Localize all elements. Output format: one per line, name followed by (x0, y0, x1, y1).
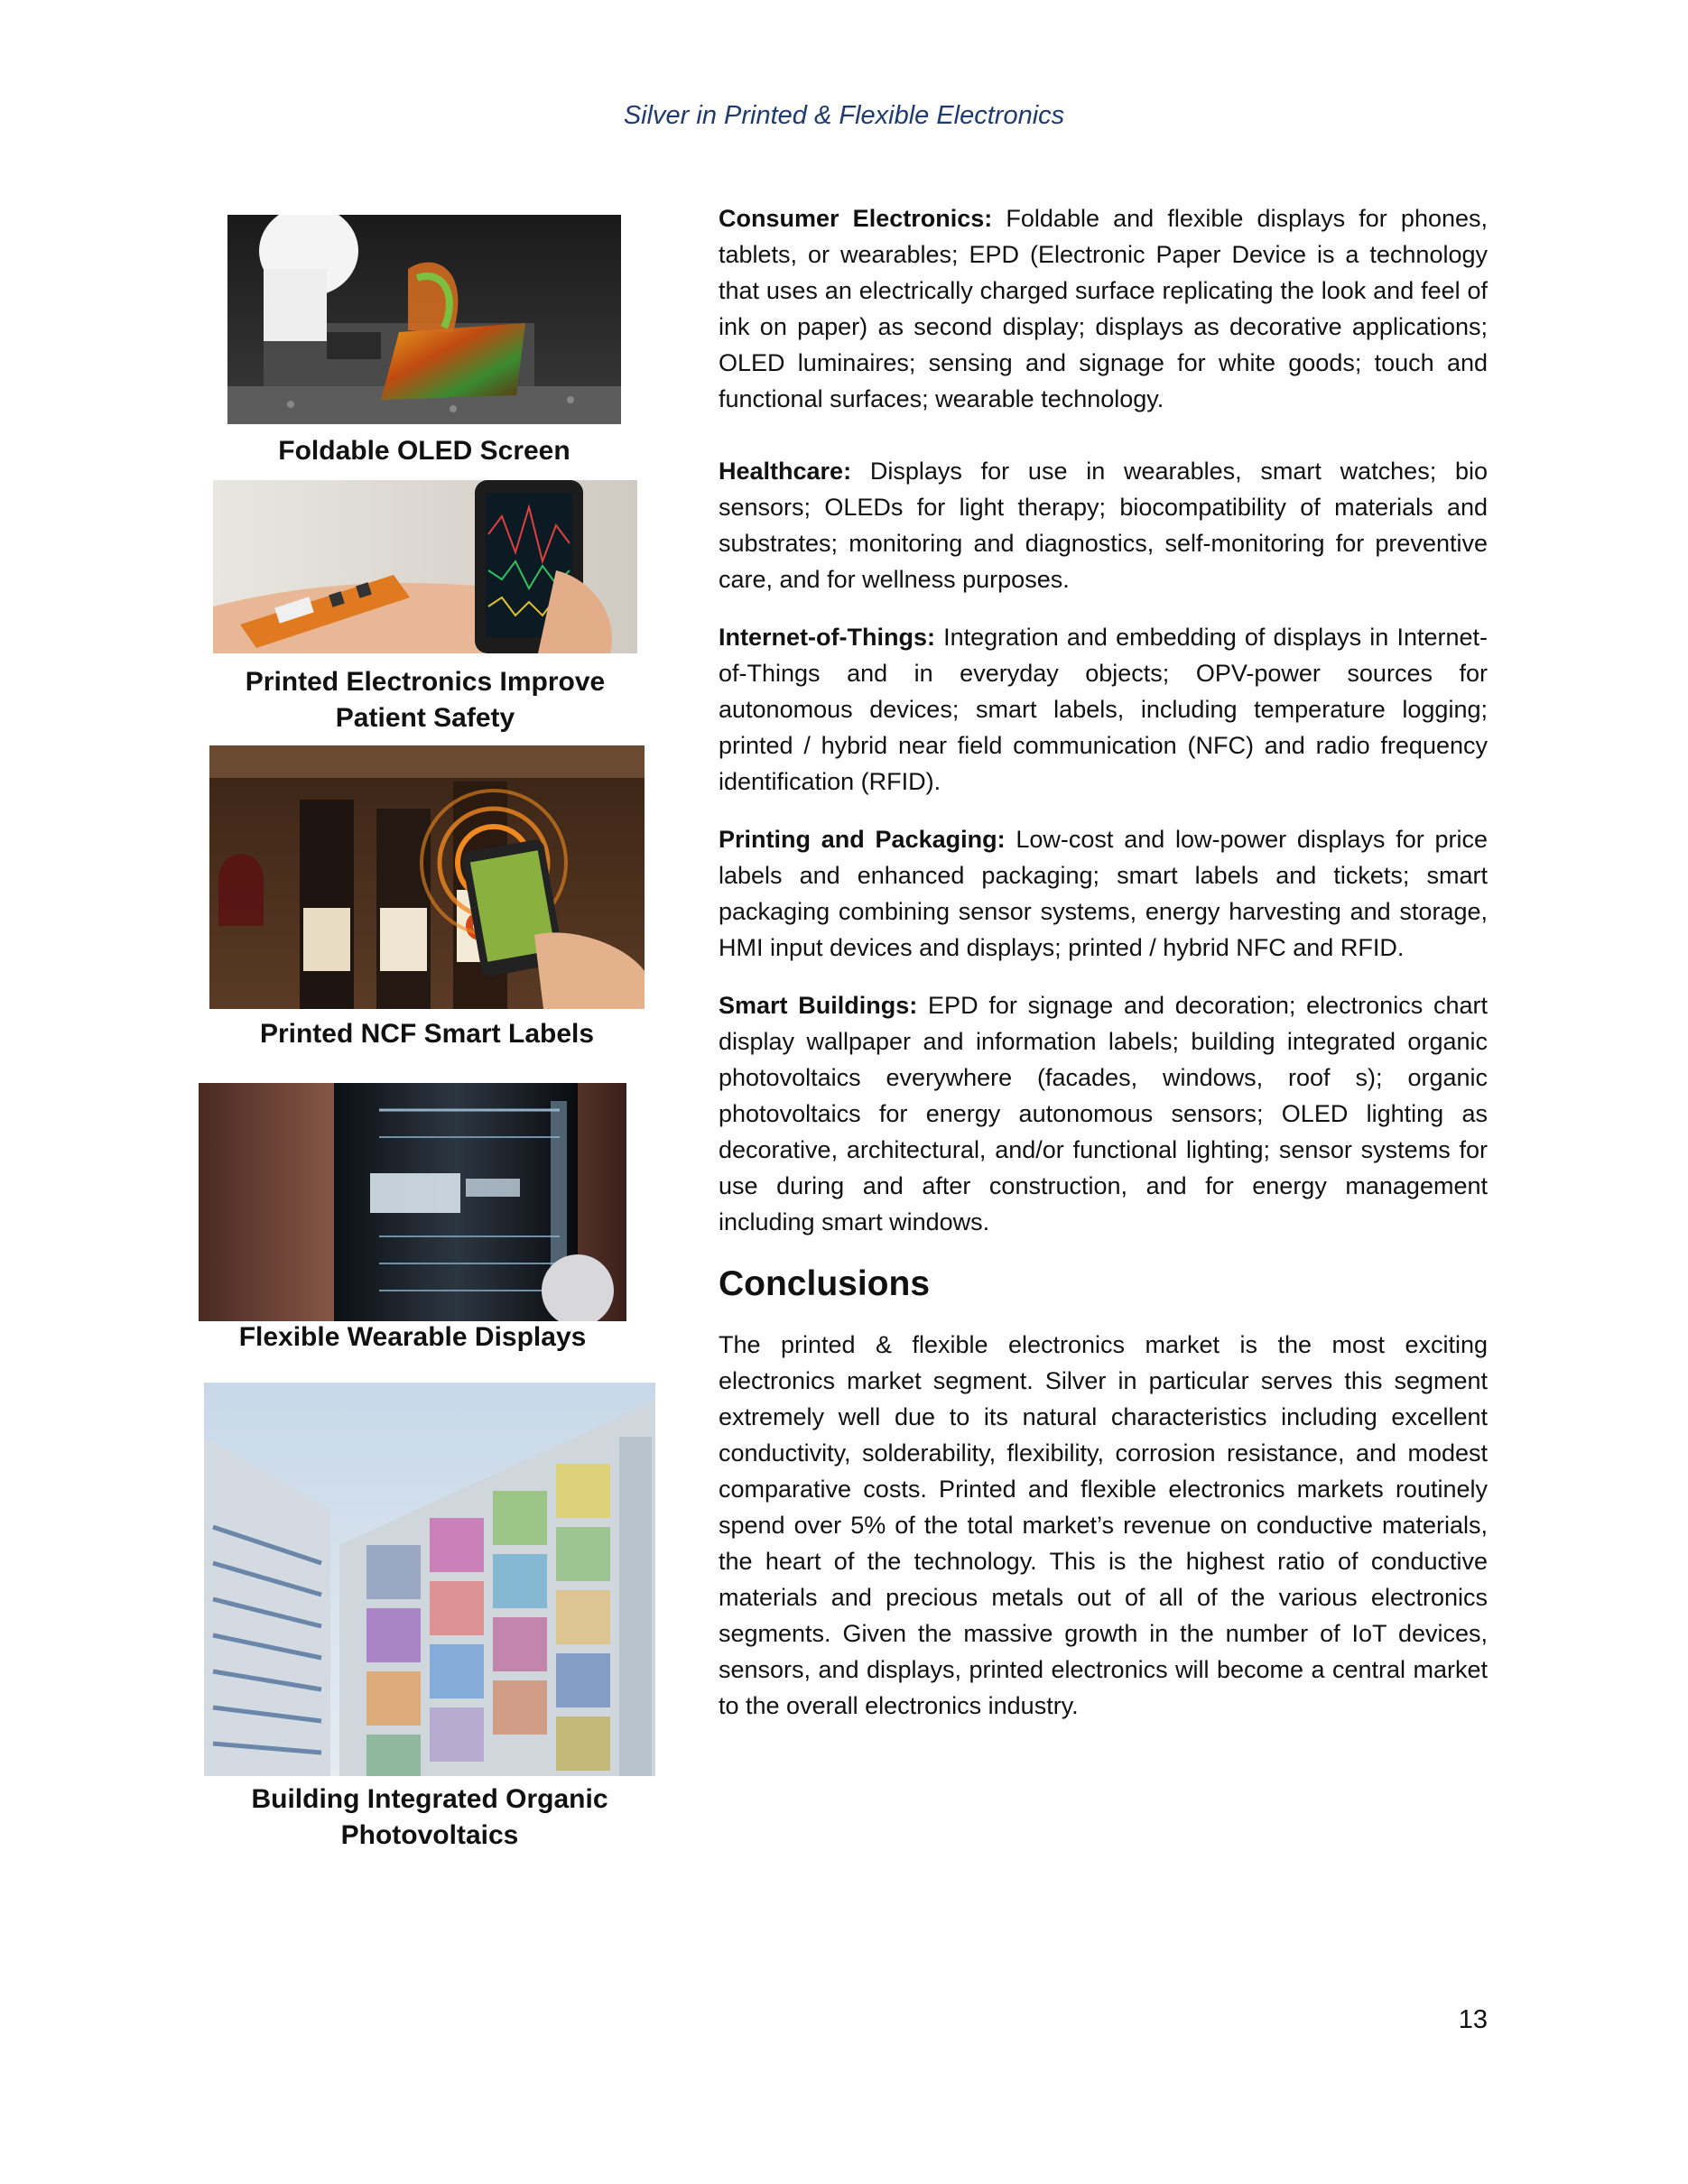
figure-caption: Printed Electronics Improve Patient Safety (245, 667, 606, 733)
section-term: Printing and Packaging: (719, 826, 1006, 853)
figure-wearable-displays (199, 1083, 626, 1352)
section-text: Integration and embedding of displays in Internet-of-Things and in everyday objects; OPV-power sources for autonomous devices; smart labels, including temperature logging; printed / hybrid near field communication (NFC) and radio frequency identification (RFID). (719, 624, 1488, 795)
section-consumer-electronics (719, 200, 1488, 417)
wearable-display-photo (199, 1083, 626, 1321)
section-smart-buildings (719, 987, 1488, 1240)
section-internet-of-things (719, 619, 1488, 800)
running-header: Silver in Printed & Flexible Electronics (623, 101, 1065, 130)
figure-caption: Foldable OLED Screen (278, 436, 570, 466)
page-number: 13 (1458, 2005, 1488, 2034)
foldable-oled-screen-photo (227, 215, 621, 424)
figure-caption: Building Integrated Organic Photovoltaics (251, 1784, 608, 1850)
figure-caption: Flexible Wearable Displays (238, 1322, 587, 1352)
section-text: Low-cost and low-power displays for price labels and enhanced packaging; smart labels and tickets; smart packaging combining sensor systems, energy harvesting and storage, HMI input devices and displays; printed / hybrid NFC and RFID. (719, 826, 1489, 961)
section-term: Internet-of-Things: (719, 624, 935, 651)
conclusions-text: The printed & flexible electronics market is the most exciting electronics market segment. Silver in particular serves this segment extremely well due to its natural characteristics including excellent conductivity, solderability, flexibility, corrosion resistance, and modest comparative costs. Printed and flexible electronics markets routinely spend over 5% of the total market’s revenue on conductive materials, the heart of the technology. This is the highest ratio of conductive materials and precious metals out of all of the various electronics segments. Given the massive growth in the number of IoT devices, sensors, and displays, printed electronics will become a central market to the overall electronics industry. (719, 1331, 1488, 1719)
section-term: Consumer Electronics: (719, 205, 993, 232)
figure-patient-safety (213, 480, 637, 733)
figure-smart-labels (209, 745, 645, 1049)
building-photovoltaics-photo (204, 1383, 655, 1776)
figure-caption: Printed NCF Smart Labels (259, 1019, 595, 1049)
section-term: Healthcare: (719, 458, 852, 485)
section-term: Smart Buildings: (719, 992, 918, 1019)
figure-foldable-oled (227, 215, 621, 466)
section-text: Displays for use in wearables, smart watches; bio sensors; OLEDs for light therapy; biocompatibility of materials and substrates; monitoring and diagnostics, self-monitoring for preventive care, and for wellness purposes. (719, 458, 1488, 593)
section-healthcare (719, 453, 1488, 597)
section-text: Foldable and flexible displays for phones, tablets, or wearables; EPD (Electronic Paper Device is a technology that uses an electrically charged surface replicating the look and feel of ink on paper) as second display; displays as decorative applications; OLED luminaires; sensing and signage for white goods; touch and functional surfaces; wearable technology. (719, 205, 1489, 412)
printed-electronics-patch-photo (213, 480, 637, 653)
smart-label-wine-photo (209, 745, 645, 1009)
main-text-column (719, 200, 1488, 1745)
figure-building-pv (204, 1383, 655, 1850)
section-printing-packaging (719, 821, 1488, 966)
section-text: EPD for signage and decoration; electronics chart display wallpaper and information labels; building integrated organic photovoltaics everywhere (facades, windows, roof s); organic photovoltaics for energy autonomous sensors; OLED lighting as decorative, architectural, and/or functional lighting; sensor systems for use during and after construction, and for energy management including smart windows. (719, 992, 1488, 1235)
conclusions-heading: Conclusions (719, 1264, 931, 1303)
